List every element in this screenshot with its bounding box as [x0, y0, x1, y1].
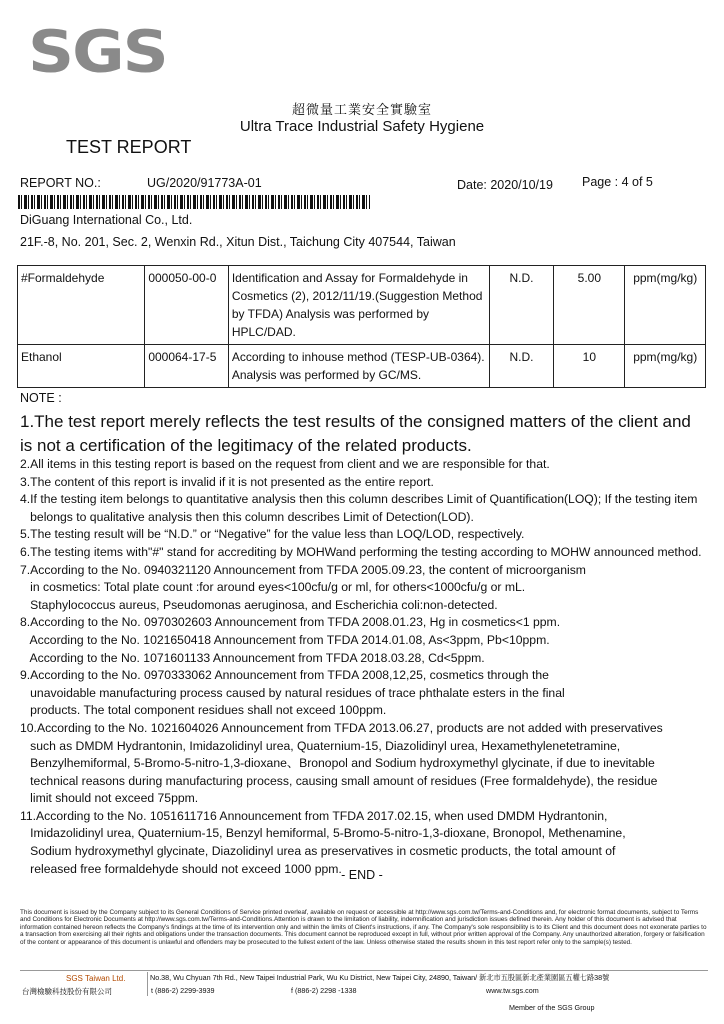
loq-value: 5.00	[554, 266, 625, 345]
note-1	[20, 410, 710, 458]
note-line: in cosmetics: Total plate count :for around eyes<100cfu/g or ml, for others<1000cfu/g or mL.	[20, 580, 526, 595]
note-line: Sodium hydroxymethyl glycinate, Diazolidinyl urea as preservatives in cosmetic products, the total amount of	[20, 844, 616, 859]
report-date: Date: 2020/10/19	[457, 178, 553, 192]
table-row	[18, 345, 706, 388]
note-line: limit should not exceed 75ppm.	[20, 791, 199, 806]
note-line: belongs to qualitative analysis then this column describes Limit of Detection(LOD).	[20, 509, 474, 524]
note-line: products. The total component residues shall not exceed 100ppm.	[20, 703, 387, 718]
note-line: 11.According to the No. 1051611716 Announcement from TFDA 2017.02.15, when used DMDM Hydrantonin,	[20, 808, 608, 823]
footer-separator	[147, 972, 148, 996]
sgs-logo	[28, 19, 167, 88]
note-1-line-1: 1.The test report merely reflects the test results of the consigned matters of the client and	[20, 412, 691, 431]
footer-tel: t (886-2) 2299-3939	[151, 986, 215, 995]
note-line: 10.According to the No. 1021604026 Announcement from TFDA 2013.06.27, products are not added with preservatives	[20, 720, 663, 735]
report-no: UG/2020/91773A-01	[147, 176, 262, 190]
note-line: Benzylhemiformal, 5-Bromo-5-nitro-1,3-dioxane、Bronopol and Sodium hydroxymethyl glycinate, if due to inevitable	[20, 756, 655, 771]
report-title: TEST REPORT	[66, 137, 192, 157]
note-line: 6.The testing items with"#" stand for accrediting by MOHWand performing the testing according to MOHW announced method.	[20, 544, 702, 559]
note-line: 3.The content of this report is invalid if it is not presented as the entire report.	[20, 474, 434, 489]
company-address: 21F.-8, No. 201, Sec. 2, Wenxin Rd., Xitun Dist., Taichung City 407544, Taiwan	[20, 235, 456, 249]
test-method: Identification and Assay for Formaldehyde in Cosmetics (2), 2012/11/19.(Suggestion Method by TFDA) Analysis was performed by HPLC/DAD.	[228, 266, 489, 345]
lab-name-zh: 超微量工業安全實驗室	[291, 103, 432, 118]
unit: ppm(mg/kg)	[625, 266, 706, 345]
footer-member: Member of the SGS Group	[509, 1003, 595, 1012]
cas-number: 000050-00-0	[145, 266, 229, 345]
note-line: 7.According to the No. 0940321120 Announcement from TFDA 2005.09.23, the content of microorganism	[20, 562, 586, 577]
footer-divider	[20, 970, 708, 971]
note-line: 5.The testing result will be “N.D.” or “Negative” for the value less than LOQ/LOD, respectively.	[20, 527, 525, 542]
note-line: released free formaldehyde should not exceed 1000 ppm.	[20, 861, 342, 876]
footer-fax: f (886-2) 2298 -1338	[291, 986, 357, 995]
footer-web: www.tw.sgs.com	[486, 986, 539, 995]
loq-value: 10	[554, 345, 625, 388]
note-line: 9.According to the No. 0970333062 Announcement from TFDA 2008,12,25, cosmetics through the	[20, 668, 549, 683]
note-line: 2.All items in this testing report is based on the request from client and we are responsible for that.	[20, 457, 550, 471]
lab-name-en: Ultra Trace Industrial Safety Hygiene	[239, 118, 485, 135]
note-line: Imidazolidinyl urea, Quaternium-15, Benzyl hemiformal, 5-Bromo-5-nitro-1,3-dioxane, Bronopol, Methenamine,	[20, 826, 626, 841]
barcode	[18, 195, 370, 209]
note-label: NOTE :	[20, 391, 62, 405]
test-method: According to inhouse method (TESP-UB-0364). Analysis was performed by GC/MS.	[228, 345, 489, 388]
test-item: Ethanol	[18, 345, 145, 388]
note-1-line-2: is not a certification of the legitimacy of the related products.	[20, 436, 472, 455]
cas-number: 000064-17-5	[145, 345, 229, 388]
note-line: unavoidable manufacturing process caused by natural residues of trace phthalate esters in the final	[20, 685, 565, 700]
footer-address: No.38, Wu Chyuan 7th Rd., New Taipei Industrial Park, Wu Ku District, New Taipei City, 24890, Taiwan/ 新北市五股區新北產業園區五權七路38號	[150, 973, 610, 982]
test-item: #Formaldehyde	[18, 266, 145, 345]
footer-company-name: SGS Taiwan Ltd.	[66, 974, 126, 983]
page-number: Page : 4 of 5	[582, 175, 653, 189]
unit: ppm(mg/kg)	[625, 345, 706, 388]
footer-company-zh: 台灣檢驗科技股份有限公司	[22, 987, 112, 996]
disclaimer: This document is issued by the Company subject to its General Conditions of Service printed overleaf, available on request or accessible at http://www.sgs.com.tw/Terms-and-Conditions and, for electronic format documents, subject to Terms and Conditions for Electronic Documents at http://www.sgs.com.tw/Terms-and-Conditions.Attention is drawn to the limitation of liability, indemnification and jurisdiction issues defined therein. Any holder of this document is advised that information contained hereon reflects the Company's findings at the time of its intervention only and within the limits of Client's instructions, if any. The Company's sole responsibility is to its Client and this document does not exonerate parties to a transaction from exercising all their rights and obligations under the transaction documents. This document cannot be reproduced except in full, without prior written approval of the Company. Any unauthorized alteration, forgery or falsification of the content or appearance of this document is unlawful and offenders may be prosecuted to the fullest extent of the law. Unless otherwise stated the results shown in this test report refer only to the sample(s) tested.	[20, 909, 707, 946]
note-line: According to the No. 1021650418 Announcement from TFDA 2014.01.08, As<3ppm, Pb<10ppm.	[20, 632, 550, 647]
results-table	[17, 265, 706, 388]
note-line: Staphylococcus aureus, Pseudomonas aeruginosa, and Escherichia coli:non-detected.	[20, 597, 498, 612]
end-marker: - END -	[341, 868, 383, 882]
note-line: 4.If the testing item belongs to quantitative analysis then this column describes Limit of Quantification(LOQ); If the testing item	[20, 492, 698, 507]
table-row	[18, 266, 706, 345]
note-line: technical reasons during manufacturing process, causing small amount of residues (Free formaldehyde), the residue	[20, 773, 658, 788]
company-name: DiGuang International Co., Ltd.	[20, 213, 193, 227]
logo-text: SGS	[28, 19, 167, 87]
notes-list	[20, 456, 710, 878]
note-line: According to the No. 1071601133 Announcement from TFDA 2018.03.28, Cd<5ppm.	[20, 650, 485, 665]
report-no-label: REPORT NO.:	[20, 176, 101, 190]
note-line: such as DMDM Hydrantonin, Imidazolidinyl urea, Quaternium-15, Diazolidinyl urea, Hexamethylenetetramine,	[20, 738, 621, 753]
test-result: N.D.	[489, 345, 553, 388]
test-result: N.D.	[489, 266, 553, 345]
note-line: 8.According to the No. 0970302603 Announcement from TFDA 2008.01.23, Hg in cosmetics<1 ppm.	[20, 615, 561, 630]
